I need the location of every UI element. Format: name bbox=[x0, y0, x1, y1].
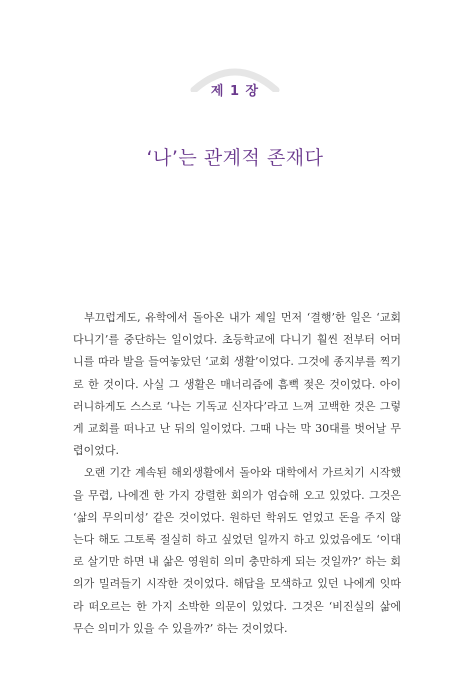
chapter-title: ‘나’는 관계적 존재다 bbox=[146, 147, 324, 169]
paragraph: 오랜 기간 계속된 해외생활에서 돌아와 대학에서 가르치기 시작했을 무렵, 나에겐 한 가지 강렬한 회의가 엄습해 오고 있었다. 그것은 ‘삶의 무의미성’ 같은 것이었다. 원하던 학위도 얻었고 돈을 주지 않는다 해도 그토록 절실히 하고 싶었던 일까지 하고 있었음에도 ‘이대로 살기만 하면 내 삶은 영원히 의미 충만하게 되는 것일까?’ 하는 회의가 밀려들기 시작한 것이었다. 해답을 모색하고 있던 나에게 잇따라 떠오르는 한 가지 소박한 의문이 있었다. 그것은 ‘비진실의 삶에 무슨 의미가 있을 수 있을까?’ 하는 것이었다. bbox=[73, 466, 401, 635]
body-text bbox=[73, 307, 401, 640]
chapter-number: 제 1 장 bbox=[210, 84, 260, 99]
paragraph: 부끄럽게도, 유학에서 돌아온 내가 제일 먼저 ‘결행’한 일은 ‘교회 다니기’를 중단하는 일이었다. 초등학교에 다니기 훨씬 전부터 어머니를 따라 발을 들여놓았던 ‘교회 생활’이었다. 그것에 종지부를 찍기로 한 것이다. 사실 그 생활은 매너리즘에 흠뻑 젖은 것이었다. 아이러니하게도 스스로 ‘나는 기독교 신자다’라고 느껴 고백한 것은 그렇게 교회를 떠나고 난 뒤의 일이었다. 그때 나는 막 30대를 벗어날 무렵이었다. bbox=[73, 311, 401, 458]
